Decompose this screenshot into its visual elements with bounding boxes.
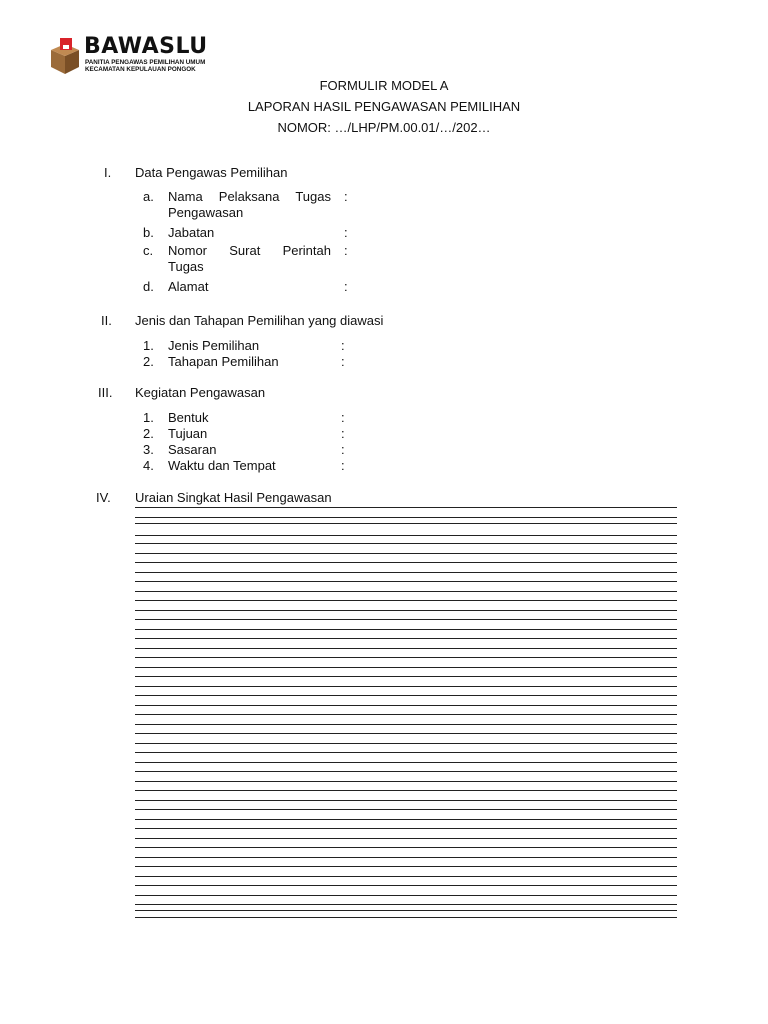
section-4-number: IV. [96,490,111,505]
item-2-2-colon: : [341,354,345,369]
item-a-label-line1: Nama Pelaksana Tugas [168,189,331,204]
answer-line [135,790,677,791]
item-3-4-mark: 4. [143,458,154,473]
item-3-4-label: Waktu dan Tempat [168,458,276,473]
item-c-mark: c. [143,243,154,258]
item-2-2-label: Tahapan Pemilihan [168,354,279,369]
answer-line [135,904,677,905]
item-b-mark: b. [143,225,154,240]
answer-line [135,781,677,782]
answer-line [135,762,677,763]
answer-line [135,676,677,677]
item-b-colon: : [344,225,348,240]
answer-line [135,686,677,687]
section-2-number: II. [101,313,112,328]
item-d-mark: d. [143,279,154,294]
answer-line [135,543,677,544]
answer-line [135,705,677,706]
answer-line [135,553,677,554]
item-c-label-line1: Nomor Surat Perintah [168,243,331,258]
section-3-title: Kegiatan Pengawasan [135,385,266,400]
answer-line [135,562,677,563]
item-3-3-colon: : [341,442,345,457]
answer-line [135,743,677,744]
item-2-1-label: Jenis Pemilihan [168,338,260,353]
item-2-2-mark: 2. [143,354,154,369]
answer-line [135,610,677,611]
answer-line [135,828,677,829]
answer-line [135,733,677,734]
answer-line [135,648,677,649]
answer-line [135,523,677,524]
answer-line [135,910,677,911]
form-number: NOMOR: …/LHP/PM.00.01/…/202… [277,120,491,135]
answer-line [135,667,677,668]
item-a-mark: a. [143,189,154,204]
answer-line [135,535,677,536]
item-b-label: Jabatan [168,225,215,240]
answer-line [135,714,677,715]
answer-line [135,638,677,639]
answer-line [135,600,677,601]
section-4-title: Uraian Singkat Hasil Pengawasan [135,490,332,505]
logo-subtitle-1: PANITIA PENGAWAS PEMILIHAN UMUM [85,59,206,66]
item-d-colon: : [344,279,348,294]
answer-line [135,581,677,582]
answer-line [135,800,677,801]
item-a-label-line2: Pengawasan [168,205,244,220]
answer-line [135,866,677,867]
answer-line [135,724,677,725]
answer-line [135,771,677,772]
section-1-title: Data Pengawas Pemilihan [135,165,288,180]
answer-line [135,857,677,858]
answer-line [135,809,677,810]
item-3-4-colon: : [341,458,345,473]
answer-line [135,838,677,839]
item-2-1-mark: 1. [143,338,154,353]
item-3-3-mark: 3. [143,442,154,457]
answer-line [135,591,677,592]
item-c-colon: : [344,243,348,258]
item-3-1-colon: : [341,410,345,425]
logo-name: BAWASLU [84,34,208,59]
item-3-2-label: Tujuan [168,426,208,441]
section-1-number: I. [104,165,112,180]
answer-line [135,629,677,630]
item-3-3-label: Sasaran [168,442,217,457]
ballot-box-icon [48,36,84,76]
form-subtitle: LAPORAN HASIL PENGAWASAN PEMILIHAN [247,99,521,114]
answer-line [135,517,677,518]
section-3-number: III. [98,385,113,400]
item-3-2-colon: : [341,426,345,441]
logo-subtitle-2: KECAMATAN KEPULAUAN PONGOK [85,66,196,73]
answer-line [135,657,677,658]
item-2-1-colon: : [341,338,345,353]
answer-line [135,895,677,896]
answer-line [135,885,677,886]
item-c-label-line2: Tugas [168,259,204,274]
item-3-1-label: Bentuk [168,410,209,425]
answer-line [135,917,677,918]
item-d-label: Alamat [168,279,209,294]
section-2-title: Jenis dan Tahapan Pemilihan yang diawasi [135,313,384,328]
answer-line [135,876,677,877]
answer-line [135,847,677,848]
answer-line [135,572,677,573]
form-title: FORMULIR MODEL A [319,78,449,93]
answer-line [135,507,677,508]
answer-line [135,819,677,820]
answer-line [135,695,677,696]
item-3-1-mark: 1. [143,410,154,425]
answer-line [135,752,677,753]
item-3-2-mark: 2. [143,426,154,441]
item-a-colon: : [344,189,348,204]
answer-line [135,619,677,620]
